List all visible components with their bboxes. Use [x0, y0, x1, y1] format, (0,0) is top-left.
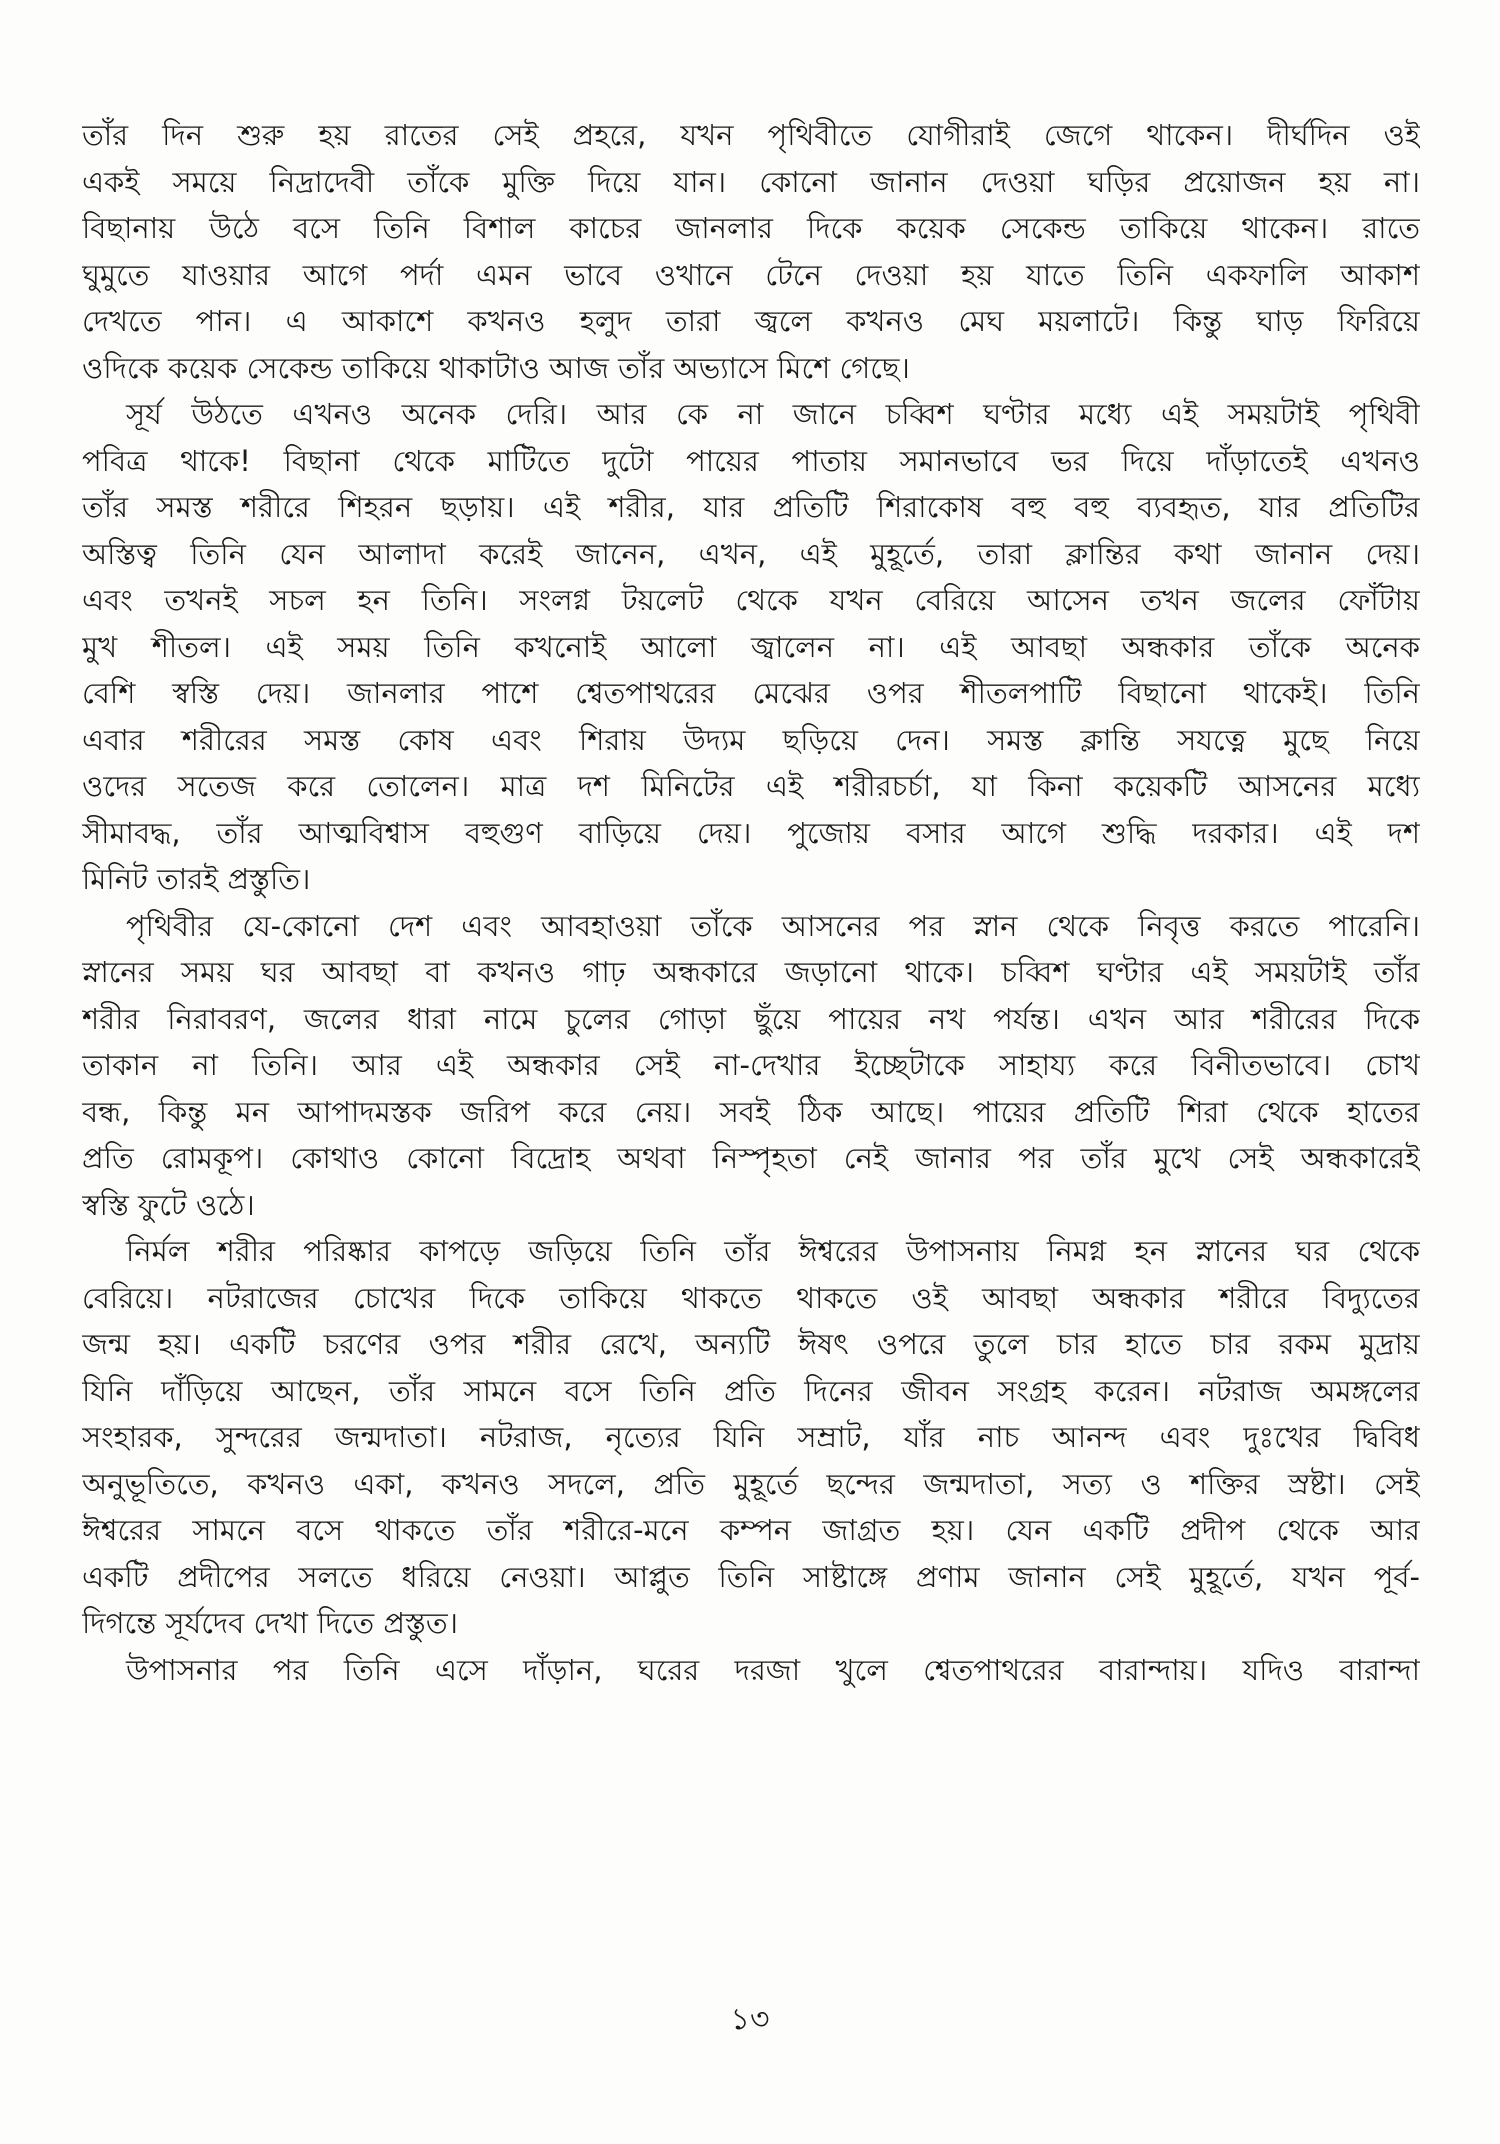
text-line: উপাসনার পর তিনি এসে দাঁড়ান, ঘরের দরজা খুলে শ্বেতপাথরের বারান্দায়। যদিও বারান্দা — [126, 1652, 1420, 1687]
body-text — [82, 112, 1420, 1693]
text-line: জন্ম হয়। একটি চরণের ওপর শরীর রেখে, অন্যটি ঈষৎ ওপরে তুলে চার হাতে চার রকম মুদ্রায় — [82, 1327, 1420, 1361]
text-line: মিনিট তারই প্রস্তুতি। — [82, 862, 311, 896]
text-line: বেরিয়ে। নটরাজের চোখের দিকে তাকিয়ে থাকতে থাকতে ওই আবছা অন্ধকার শরীরে বিদ্যুতের — [82, 1280, 1420, 1315]
text-line: একটি প্রদীপের সলতে ধরিয়ে নেওয়া। আপ্লুত তিনি সাষ্টাঙ্গে প্রণাম জানান সেই মুহূর্তে, যখন পূর্ব- — [82, 1559, 1420, 1594]
paragraph-2 — [82, 391, 1420, 903]
text-line: যিনি দাঁড়িয়ে আছেন, তাঁর সামনে বসে তিনি প্রতি দিনের জীবন সংগ্রহ করেন। নটরাজ অমঙ্গলের — [82, 1373, 1420, 1408]
text-line: দেখতে পান। এ আকাশে কখনও হলুদ তারা জ্বলে কখনও মেঘ ময়লাটে। কিন্তু ঘাড় ফিরিয়ে — [82, 304, 1420, 338]
text-line: তাঁর দিন শুরু হয় রাতের সেই প্রহরে, যখন পৃথিবীতে যোগীরাই জেগে থাকেন। দীর্ঘদিন ওই — [82, 118, 1420, 152]
text-line: ঈশ্বরের সামনে বসে থাকতে তাঁর শরীরে-মনে কম্পন জাগ্রত হয়। যেন একটি প্রদীপ থেকে আর — [82, 1513, 1420, 1547]
text-line: বেশি স্বস্তি দেয়। জানলার পাশে শ্বেতপাথরের মেঝের ওপর শীতলপাটি বিছানো থাকেই। তিনি — [82, 676, 1420, 710]
text-line: দিগন্তে সূর্যদেব দেখা দিতে প্রস্তুত। — [82, 1606, 458, 1640]
text-line: তাকান না তিনি। আর এই অন্ধকার সেই না-দেখার ইচ্ছেটাকে সাহায্য করে বিনীতভাবে। চোখ — [82, 1048, 1420, 1082]
text-line: ওদিকে কয়েক সেকেন্ড তাকিয়ে থাকাটাও আজ তাঁর অভ্যাসে মিশে গেছে। — [82, 350, 910, 385]
text-line: ঘুমুতে যাওয়ার আগে পর্দা এমন ভাবে ওখানে টেনে দেওয়া হয় যাতে তিনি একফালি আকাশ — [82, 257, 1420, 292]
text-line: অনুভূতিতে, কখনও একা, কখনও সদলে, প্রতি মুহূর্তে ছন্দের জন্মদাতা, সত্য ও শক্তির স্রষ্টা। সেই — [82, 1466, 1420, 1501]
text-line: ওদের সতেজ করে তোলেন। মাত্র দশ মিনিটের এই শরীরচর্চা, যা কিনা কয়েকটি আসনের মধ্যে — [82, 769, 1420, 803]
text-line: স্নানের সময় ঘর আবছা বা কখনও গাঢ় অন্ধকারে জড়ানো থাকে। চব্বিশ ঘণ্টার এই সময়টাই তাঁর — [82, 955, 1420, 989]
text-line: বিছানায় উঠে বসে তিনি বিশাল কাচের জানলার দিকে কয়েক সেকেন্ড তাকিয়ে থাকেন। রাতে — [82, 211, 1420, 245]
text-line: সীমাবদ্ধ, তাঁর আত্মবিশ্বাস বহুগুণ বাড়িয়ে দেয়। পুজোয় বসার আগে শুদ্ধি দরকার। এই দশ — [82, 815, 1420, 850]
text-line: বন্ধ, কিন্তু মন আপাদমস্তক জরিপ করে নেয়। সবই ঠিক আছে। পায়ের প্রতিটি শিরা থেকে হাতের — [82, 1094, 1420, 1129]
text-line: স্বস্তি ফুটে ওঠে। — [82, 1187, 255, 1222]
paragraph-1 — [82, 112, 1420, 391]
text-line: সূর্য উঠতে এখনও অনেক দেরি। আর কে না জানে চব্বিশ ঘণ্টার মধ্যে এই সময়টাই পৃথিবী — [126, 397, 1420, 431]
text-line: পৃথিবীর যে-কোনো দেশ এবং আবহাওয়া তাঁকে আসনের পর স্নান থেকে নিবৃত্ত করতে পারেনি। — [126, 908, 1420, 943]
text-line: এবং তখনই সচল হন তিনি। সংলগ্ন টয়লেট থেকে যখন বেরিয়ে আসেন তখন জলের ফোঁটায় — [82, 583, 1420, 617]
page-number: ১৩ — [730, 2002, 770, 2037]
text-line: সংহারক, সুন্দরের জন্মদাতা। নটরাজ, নৃত্যের যিনি সম্রাট, যাঁর নাচ আনন্দ এবং দুঃখের দ্বিবিধ — [82, 1420, 1420, 1454]
paragraph-3 — [82, 903, 1420, 1229]
paragraph-5 — [82, 1647, 1420, 1694]
paragraph-4 — [82, 1228, 1420, 1647]
text-line: অস্তিত্ব তিনি যেন আলাদা করেই জানেন, এখন, এই মুহূর্তে, তারা ক্লান্তির কথা জানান দেয়। — [82, 536, 1420, 571]
text-line: নির্মল শরীর পরিষ্কার কাপড়ে জড়িয়ে তিনি তাঁর ঈশ্বরের উপাসনায় নিমগ্ন হন স্নানের ঘর থেকে — [126, 1234, 1420, 1268]
text-line: মুখ শীতল। এই সময় তিনি কখনোই আলো জ্বালেন না। এই আবছা অন্ধকার তাঁকে অনেক — [82, 629, 1420, 664]
text-line: একই সময়ে নিদ্রাদেবী তাঁকে মুক্তি দিয়ে যান। কোনো জানান দেওয়া ঘড়ির প্রয়োজন হয় না। — [82, 164, 1420, 199]
text-line: তাঁর সমস্ত শরীরে শিহরন ছড়ায়। এই শরীর, যার প্রতিটি শিরাকোষ বহু বহু ব্যবহৃত, যার প্রতিটির — [82, 490, 1420, 524]
text-line: এবার শরীরের সমস্ত কোষ এবং শিরায় উদ্যম ছড়িয়ে দেন। সমস্ত ক্লান্তি সযত্নে মুছে নিয়ে — [82, 722, 1420, 757]
text-line: প্রতি রোমকূপ। কোথাও কোনো বিদ্রোহ অথবা নিস্পৃহতা নেই জানার পর তাঁর মুখে সেই অন্ধকারেই — [82, 1141, 1420, 1175]
text-line: পবিত্র থাকে! বিছানা থেকে মাটিতে দুটো পায়ের পাতায় সমানভাবে ভর দিয়ে দাঁড়াতেই এখনও — [82, 443, 1420, 478]
text-line: শরীর নিরাবরণ, জলের ধারা নামে চুলের গোড়া ছুঁয়ে পায়ের নখ পর্যন্ত। এখন আর শরীরের দিকে — [82, 1001, 1420, 1036]
